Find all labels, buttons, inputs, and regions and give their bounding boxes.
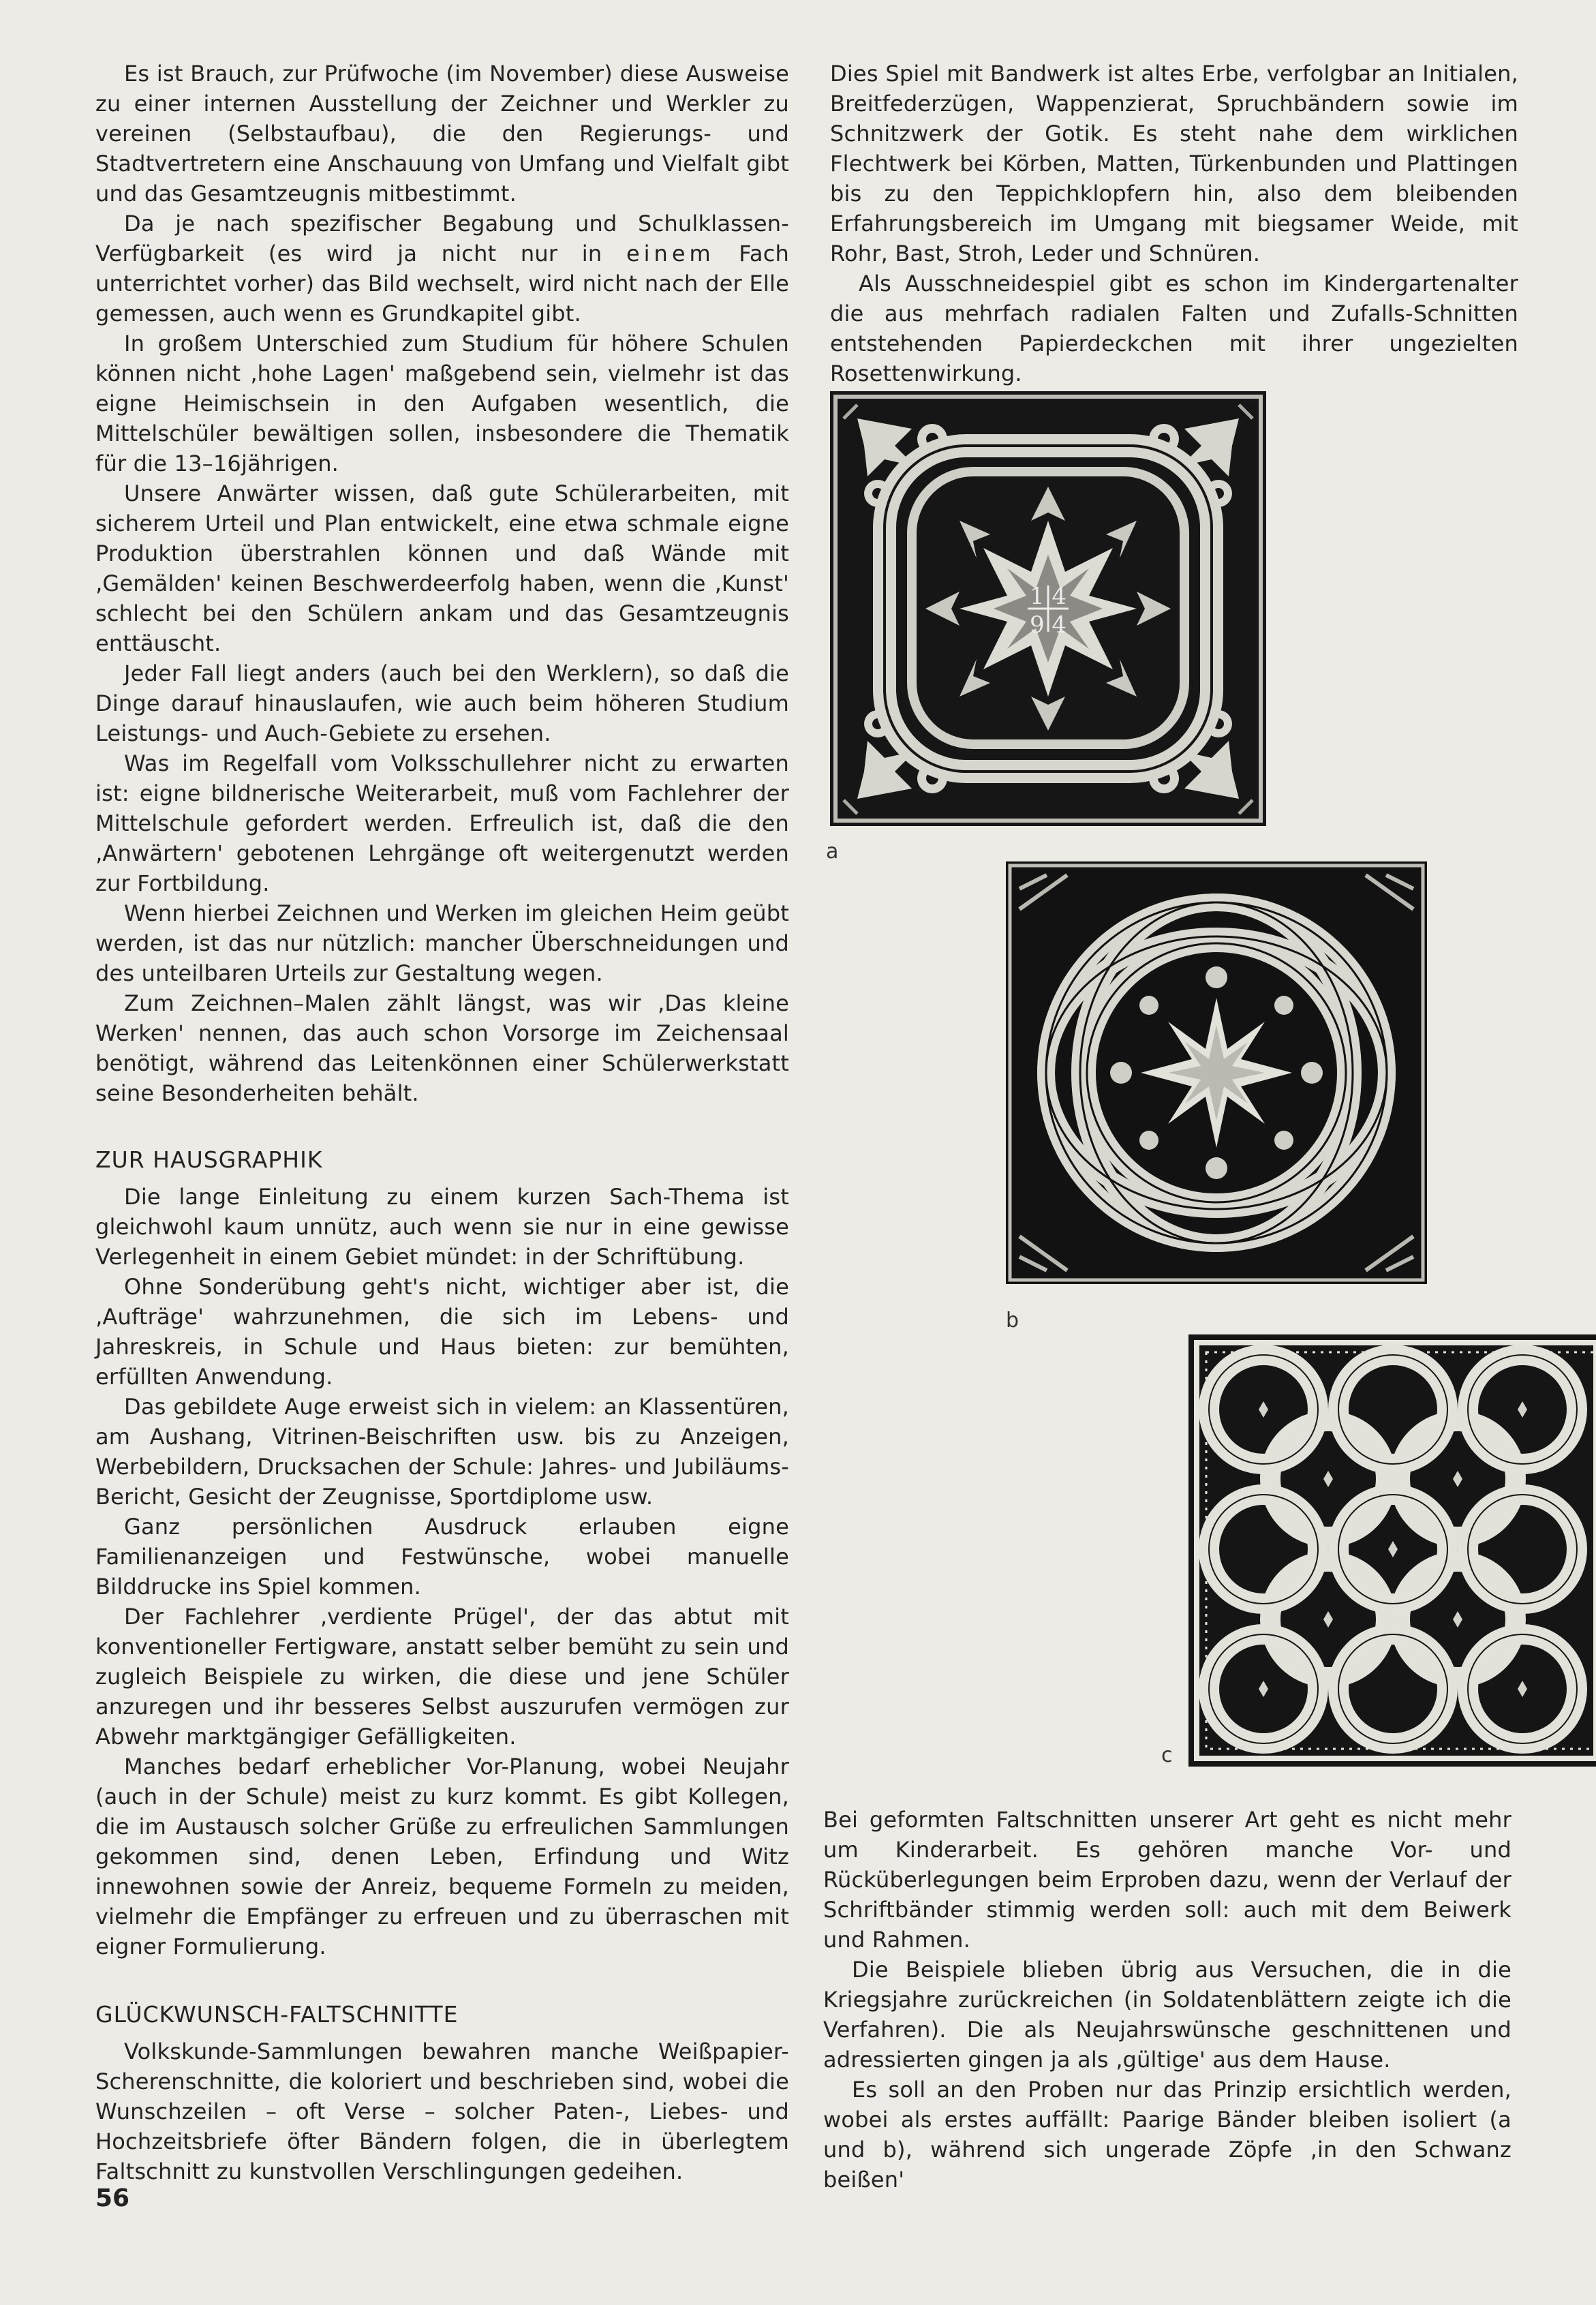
paragraph: Ganz persönlichen Ausdruck erlauben eigne Familienanzeigen und Festwünsche, wobei manuelle Bilddrucke ins Spiel kommen. (95, 1514, 789, 1600)
paragraph: Die lange Einleitung zu einem kurzen Sach-Thema ist gleichwohl kaum unnütz, auch wenn sie nur in eine gewisse Verlegenheit in einem Gebiet mündet: in der Schriftübung. (95, 1184, 789, 1270)
figure-c-papercut (1188, 1334, 1596, 1767)
figure-c-caption: c (1161, 1743, 1173, 1767)
right-column-top (830, 59, 1518, 388)
spaced-word: einem (626, 241, 715, 266)
paragraph: Bei geformten Faltschnitten unserer Art geht es nicht mehr um Kinderarbeit. Es gehören manche Vor- und Rücküberlegungen beim Erproben dazu, wenn der Verlauf der Schriftbänder stimmig werden soll: auch mit dem Beiwerk und Rahmen. (823, 1807, 1511, 1953)
section-heading-hausgraphik: ZUR HAUSGRAPHIK (95, 1146, 323, 1173)
page-number: 56 (95, 2184, 130, 2212)
paragraph: In großem Unterschied zum Studium für höhere Schulen können nicht ‚hohe Lagen' maßgebend sein, vielmehr ist das eigne Heimischsein in den Aufgaben wesentlich, die Mittelschüler bewältigen sollen, insbesondere die Thematik für die 13–16jährigen. (95, 331, 789, 476)
paragraph: Als Ausschneidespiel gibt es schon im Kindergartenalter die aus mehrfach radialen Falten und Zufalls-Schnitten entstehenden Papierdeckchen mit ihrer ungezielten Rosettenwirkung. (830, 271, 1518, 386)
paragraph (95, 209, 789, 329)
paragraph: Was im Regelfall vom Volksschullehrer nicht zu erwarten ist: eigne bildnerische Weiterarbeit, muß vom Fachlehrer der Mittelschule gefordert werden. Erfreulich ist, daß die den ‚Anwärtern' gebotenen Lehrgänge oft weitergenutzt werden zur Fortbildung. (95, 750, 789, 896)
paragraph: Wenn hierbei Zeichnen und Werken im gleichen Heim geübt werden, ist das nur nützlich: mancher Überschneidungen und des unteilbaren Urteils zur Gestaltung wegen. (95, 900, 789, 986)
figure-a-center-text: 1 4 (1029, 583, 1067, 610)
paragraph: Der Fachlehrer ‚verdiente Prügel', der das abtut mit konventioneller Fertigware, anstatt selber bemüht zu sein und zugleich Beispiele zu wirken, die diese und jene Schüler anzuregen und ihr besseres Selbst auszurufen vermögen zur Abwehr marktgängiger Gefälligkeiten. (95, 1604, 789, 1750)
paragraph: Ohne Sonderübung geht's nicht, wichtiger aber ist, die ‚Aufträge' wahrzunehmen, die sich im Lebens- und Jahreskreis, in Schule und Haus bieten: zur bemühten, erfüllten Anwendung. (95, 1274, 789, 1390)
paragraph: Es ist Brauch, zur Prüfwoche (im November) diese Ausweise zu einer internen Ausstellung der Zeichner und Werkler zu vereinen (Selbstaufbau), die den Regierungs- und Stadtvertretern eine Anschauung von Umfang und Vielfalt gibt und das Gesamtzeugnis mitbestimmt. (95, 61, 789, 207)
left-column (95, 59, 789, 2186)
figure-a-papercut (830, 391, 1266, 826)
text-run: Fach unterrichtet vorher) das Bild wechselt, wird nicht nach der Elle gemessen, auch wenn es Grundkapitel gibt. (95, 241, 790, 326)
figure-b-papercut (1006, 861, 1427, 1284)
figure-a-center-text: 9 4 (1029, 611, 1067, 639)
section-heading-glueckwunsch: GLÜCKWUNSCH-FALTSCHNITTE (95, 2001, 459, 2028)
paragraph: Dies Spiel mit Bandwerk ist altes Erbe, verfolgbar an Initialen, Breitfederzügen, Wappenzierat, Spruchbändern sowie im Schnitzwerk der Gotik. Es steht nahe dem wirklichen Flechtwerk bei Körben, Matten, Türkenbunden und Plattingen bis zu den Teppichklopfern hin, also dem bleibenden Erfahrungsbereich im Umgang mit biegsamer Weide, mit Rohr, Bast, Stroh, Leder und Schnüren. (830, 61, 1518, 266)
figure-a-caption: a (826, 840, 839, 864)
paragraph: Zum Zeichnen–Malen zählt längst, was wir ‚Das kleine Werken' nennen, das auch schon Vorsorge im Zeichensaal benötigt, während das Leitenkönnen einer Schülerwerkstatt seine Besonderheiten behält. (95, 990, 789, 1106)
paragraph: Das gebildete Auge erweist sich in vielem: an Klassentüren, am Aushang, Vitrinen-Beischriften usw. bis zu Anzeigen, Werbebildern, Drucksachen der Schule: Jahres- und Jubiläums-Bericht, Gesicht der Zeugnisse, Sportdiplome usw. (95, 1394, 789, 1510)
paragraph: Unsere Anwärter wissen, daß gute Schülerarbeiten, mit sicherem Urteil und Plan entwickelt, eine etwa schmale eigne Produktion überstrahlen können und daß Wände mit ‚Gemälden' keinen Beschwerdeerfolg haben, wenn die ‚Kunst' schlecht bei den Schülern ankam und das Gesamtzeugnis enttäuscht. (95, 480, 789, 656)
paragraph: Die Beispiele blieben übrig aus Versuchen, die in die Kriegsjahre zurückreichen (in Soldatenblättern zeigte ich die Verfahren). Die als Neujahrswünsche geschnittenen und adressierten gingen ja als ‚gültige' aus dem Hause. (823, 1957, 1511, 2073)
paragraph: Jeder Fall liegt anders (auch bei den Werklern), so daß die Dinge darauf hinauslaufen, wie auch beim höheren Studium Leistungs- und Auch-Gebiete zu ersehen. (95, 660, 789, 746)
right-column-bottom (823, 1805, 1511, 2195)
paragraph: Volkskunde-Sammlungen bewahren manche Weißpapier-Scherenschnitte, die koloriert und beschrieben sind, wobei die Wunschzeilen – oft Verse – solcher Paten-, Liebes- und Hochzeitsbriefe öfter Bändern folgen, die in überlegtem Faltschnitt zu kunstvollen Verschlingungen gedeihen. (95, 2039, 789, 2184)
figure-b-caption: b (1006, 1309, 1019, 1332)
text-run: Da je nach spezifischer Begabung und Schulklassen-Verfügbarkeit (es wird ja nicht nur in (95, 211, 789, 266)
paragraph: Manches bedarf erheblicher Vor-Planung, wobei Neujahr (auch in der Schule) meist zu kurz kommt. Es gibt Kollegen, die im Austausch solcher Grüße zu erfreulichen Sammlungen gekommen sind, denen Leben, Erfindung und Witz innewohnen sowie der Anreiz, bequeme Formeln zu meiden, vielmehr die Empfänger zu erfreuen und zu überraschen mit eigner Formulierung. (95, 1754, 789, 1959)
paragraph: Es soll an den Proben nur das Prinzip ersichtlich werden, wobei als erstes auffällt: Paarige Bänder bleiben isoliert (a und b), während sich ungerade Zöpfe ‚in den Schwanz beißen' (823, 2077, 1511, 2193)
